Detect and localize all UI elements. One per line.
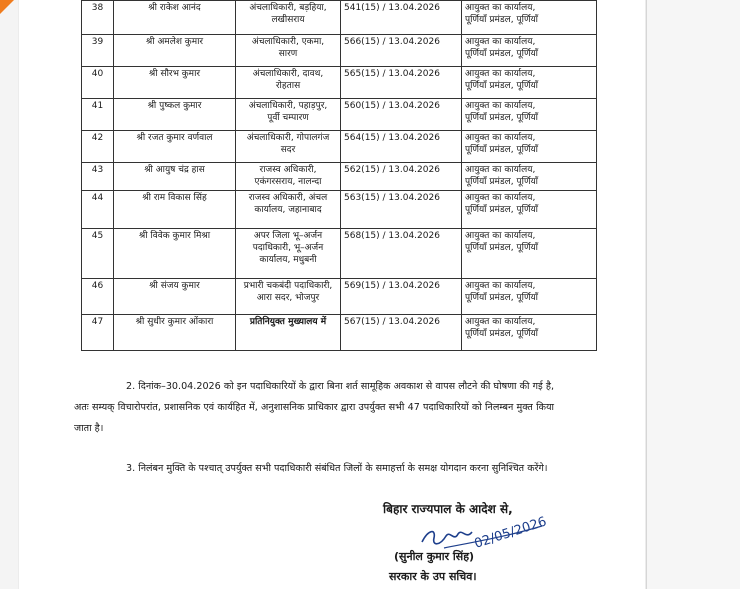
cell-text: पूर्णियाँ प्रमंडल, पूर्णियाँ	[465, 329, 539, 339]
cell-text: अंचलाधिकारी, पहाड़पुर,	[248, 101, 328, 111]
paragraph-3: 3. निलंबन मुक्ति के पश्चात् उपर्युक्त सभी पदाधिकारी संबंधित जिलों के समाहर्त्ता के समक्ष योगदान करना सुनिश्चित करेंगे।	[126, 463, 548, 474]
table-row	[82, 131, 597, 163]
cell-text: पूर्णियाँ प्रमंडल, पूर्णियाँ	[465, 293, 539, 303]
cell-text: श्री संजय कुमार	[149, 281, 200, 291]
table-row	[82, 163, 597, 191]
reference-cell	[341, 279, 462, 315]
cell-text: पूर्णियाँ प्रमंडल, पूर्णियाँ	[465, 49, 539, 59]
name-cell	[114, 229, 236, 279]
cell-text: एकंगरसराय, नालन्दा	[254, 177, 322, 187]
cell-text: पदाधिकारी, भू–अर्जन	[252, 243, 324, 253]
cell-text: आयुक्त का कार्यालय,	[465, 69, 536, 79]
cell-text: पूर्णियाँ प्रमंडल, पूर्णियाँ	[465, 113, 539, 123]
cell-text: 564(15) / 13.04.2026	[344, 133, 440, 143]
posting-cell	[462, 99, 597, 131]
name-cell	[114, 35, 236, 67]
cell-text: 38	[91, 3, 104, 13]
cell-text: 43	[91, 165, 104, 175]
name-cell	[114, 99, 236, 131]
name-cell	[114, 67, 236, 99]
cell-text: 39	[91, 37, 104, 47]
serial-cell	[82, 279, 114, 315]
cell-text: आयुक्त का कार्यालय,	[465, 231, 536, 241]
office-cell	[236, 279, 341, 315]
cell-text: 44	[91, 193, 104, 203]
serial-cell	[82, 67, 114, 99]
cell-text: आयुक्त का कार्यालय,	[465, 101, 536, 111]
cell-text: कार्यालय, मधुबनी	[259, 255, 317, 265]
serial-cell	[82, 163, 114, 191]
reference-cell	[341, 67, 462, 99]
reference-cell	[341, 163, 462, 191]
cell-text: 541(15) / 13.04.2026	[344, 3, 440, 13]
viewer-side-panel	[646, 0, 740, 589]
order-line: बिहार राज्यपाल के आदेश से,	[383, 502, 513, 516]
serial-cell	[82, 229, 114, 279]
cell-text: श्री विवेक कुमार मिश्रा	[138, 231, 211, 241]
posting-cell	[462, 315, 597, 351]
cell-text: 40	[91, 69, 104, 79]
cell-text: प्रतिनियुक्त मुख्यालय में	[249, 317, 327, 327]
table-row	[82, 1, 597, 35]
cell-text: 566(15) / 13.04.2026	[344, 37, 440, 47]
cell-text: श्री रजत कुमार वर्णवाल	[136, 133, 213, 143]
name-cell	[114, 1, 236, 35]
posting-cell	[462, 35, 597, 67]
cell-text: 42	[91, 133, 104, 143]
signer-name: (सुनील कुमार सिंह)	[394, 550, 475, 563]
cell-text: श्री आयुष चंद्र हास	[144, 165, 205, 175]
cell-text: अंचलाधिकारी, दावथ,	[252, 69, 324, 79]
cell-text: 560(15) / 13.04.2026	[344, 101, 440, 111]
posting-cell	[462, 67, 597, 99]
office-cell	[236, 131, 341, 163]
office-cell	[236, 163, 341, 191]
cell-text: राजस्व अधिकारी,	[259, 165, 317, 175]
cell-text: पूर्णियाँ प्रमंडल, पूर्णियाँ	[465, 15, 539, 25]
cell-text: राजस्व अधिकारी, अंचल	[248, 193, 328, 203]
paragraph-2: 2. दिनांक–30.04.2026 को इन पदाधिकारियों के द्वारा बिना शर्त सामूहिक अवकाश से वापस लौटने की घोषणा की गई है, अतः सम्यक् विचारोपरांत, प्रशासनिक एवं कार्यहित में, अनुशासनिक प्राधिकार द्वारा उपर्युक्त सभी 47 पदाधिकारियों को निलम्बन मुक्त किया जाता है।	[74, 381, 554, 434]
cell-text: 47	[91, 317, 104, 327]
posting-cell	[462, 279, 597, 315]
reference-cell	[341, 1, 462, 35]
reference-cell	[341, 131, 462, 163]
reference-cell	[341, 35, 462, 67]
table-row	[82, 229, 597, 279]
name-cell	[114, 191, 236, 229]
office-cell	[236, 191, 341, 229]
cell-text: लखीसराय	[271, 15, 305, 25]
office-cell	[236, 1, 341, 35]
serial-cell	[82, 191, 114, 229]
cell-text: 569(15) / 13.04.2026	[344, 281, 440, 291]
serial-cell	[82, 131, 114, 163]
corner-marker	[0, 0, 14, 14]
cell-text: अंचलाधिकारी, गोपालगंज	[246, 133, 330, 143]
cell-text: 46	[91, 281, 104, 291]
serial-cell	[82, 315, 114, 351]
office-cell	[236, 229, 341, 279]
name-cell	[114, 279, 236, 315]
office-cell	[236, 315, 341, 351]
cell-text: अपर जिला भू–अर्जन	[253, 231, 323, 241]
office-cell	[236, 99, 341, 131]
name-cell	[114, 315, 236, 351]
cell-text: आयुक्त का कार्यालय,	[465, 317, 536, 327]
cell-text: अंचलाधिकारी, बड़हिया,	[249, 3, 327, 13]
cell-text: श्री अमलेश कुमार	[145, 37, 204, 47]
cell-text: पूर्णियाँ प्रमंडल, पूर्णियाँ	[465, 205, 539, 215]
cell-text: श्री सुधीर कुमार ओंकारा	[135, 317, 214, 327]
posting-cell	[462, 229, 597, 279]
cell-text: श्री राकेश आनंद	[148, 3, 201, 13]
reference-cell	[341, 315, 462, 351]
cell-text: आयुक्त का कार्यालय,	[465, 165, 536, 175]
document-page	[19, 0, 645, 589]
table-row	[82, 191, 597, 229]
cell-text: आयुक्त का कार्यालय,	[465, 133, 536, 143]
cell-text: आयुक्त का कार्यालय,	[465, 37, 536, 47]
name-cell	[114, 131, 236, 163]
cell-text: श्री पुष्कल कुमार	[147, 101, 202, 111]
cell-text: 568(15) / 13.04.2026	[344, 231, 440, 241]
cell-text: 563(15) / 13.04.2026	[344, 193, 440, 203]
serial-cell	[82, 35, 114, 67]
cell-text: पूर्वी चम्पारण	[267, 113, 309, 123]
cell-text: आयुक्त का कार्यालय,	[465, 281, 536, 291]
serial-cell	[82, 1, 114, 35]
posting-cell	[462, 163, 597, 191]
name-cell	[114, 163, 236, 191]
cell-text: पूर्णियाँ प्रमंडल, पूर्णियाँ	[465, 177, 539, 187]
posting-cell	[462, 131, 597, 163]
cell-text: आयुक्त का कार्यालय,	[465, 193, 536, 203]
table-row	[82, 35, 597, 67]
cell-text: अंचलाधिकारी, एकमा,	[251, 37, 325, 47]
left-margin-strip	[0, 0, 18, 589]
cell-text: सारण	[278, 49, 298, 59]
cell-text: 45	[91, 231, 104, 241]
cell-text: पूर्णियाँ प्रमंडल, पूर्णियाँ	[465, 81, 539, 91]
office-cell	[236, 67, 341, 99]
cell-text: 562(15) / 13.04.2026	[344, 165, 440, 175]
office-cell	[236, 35, 341, 67]
table-row	[82, 67, 597, 99]
cell-text: रोहतास	[275, 81, 301, 91]
cell-text: श्री राम विकास सिंह	[142, 193, 207, 203]
cell-text: सदर	[280, 145, 296, 155]
cell-text: पूर्णियाँ प्रमंडल, पूर्णियाँ	[465, 243, 539, 253]
cell-text: आरा सदर, भोजपुर	[256, 293, 320, 303]
cell-text: प्रभारी चकबंदी पदाधिकारी,	[243, 281, 333, 291]
cell-text: 565(15) / 13.04.2026	[344, 69, 440, 79]
posting-cell	[462, 1, 597, 35]
signer-designation: सरकार के उप सचिव।	[389, 570, 477, 583]
cell-text: 41	[91, 101, 104, 111]
cell-text: आयुक्त का कार्यालय,	[465, 3, 536, 13]
posting-cell	[462, 191, 597, 229]
cell-text: कार्यालय, जहानाबाद	[254, 205, 322, 215]
cell-text: पूर्णियाँ प्रमंडल, पूर्णियाँ	[465, 145, 539, 155]
reference-cell	[341, 229, 462, 279]
cell-text: श्री सौरभ कुमार	[148, 69, 201, 79]
officers-table	[81, 0, 597, 351]
cell-text: 567(15) / 13.04.2026	[344, 317, 440, 327]
table-row	[82, 279, 597, 315]
table-row	[82, 315, 597, 351]
reference-cell	[341, 191, 462, 229]
reference-cell	[341, 99, 462, 131]
serial-cell	[82, 99, 114, 131]
svg-text:02/05/2026: 02/05/2026	[472, 514, 549, 552]
table-row	[82, 99, 597, 131]
